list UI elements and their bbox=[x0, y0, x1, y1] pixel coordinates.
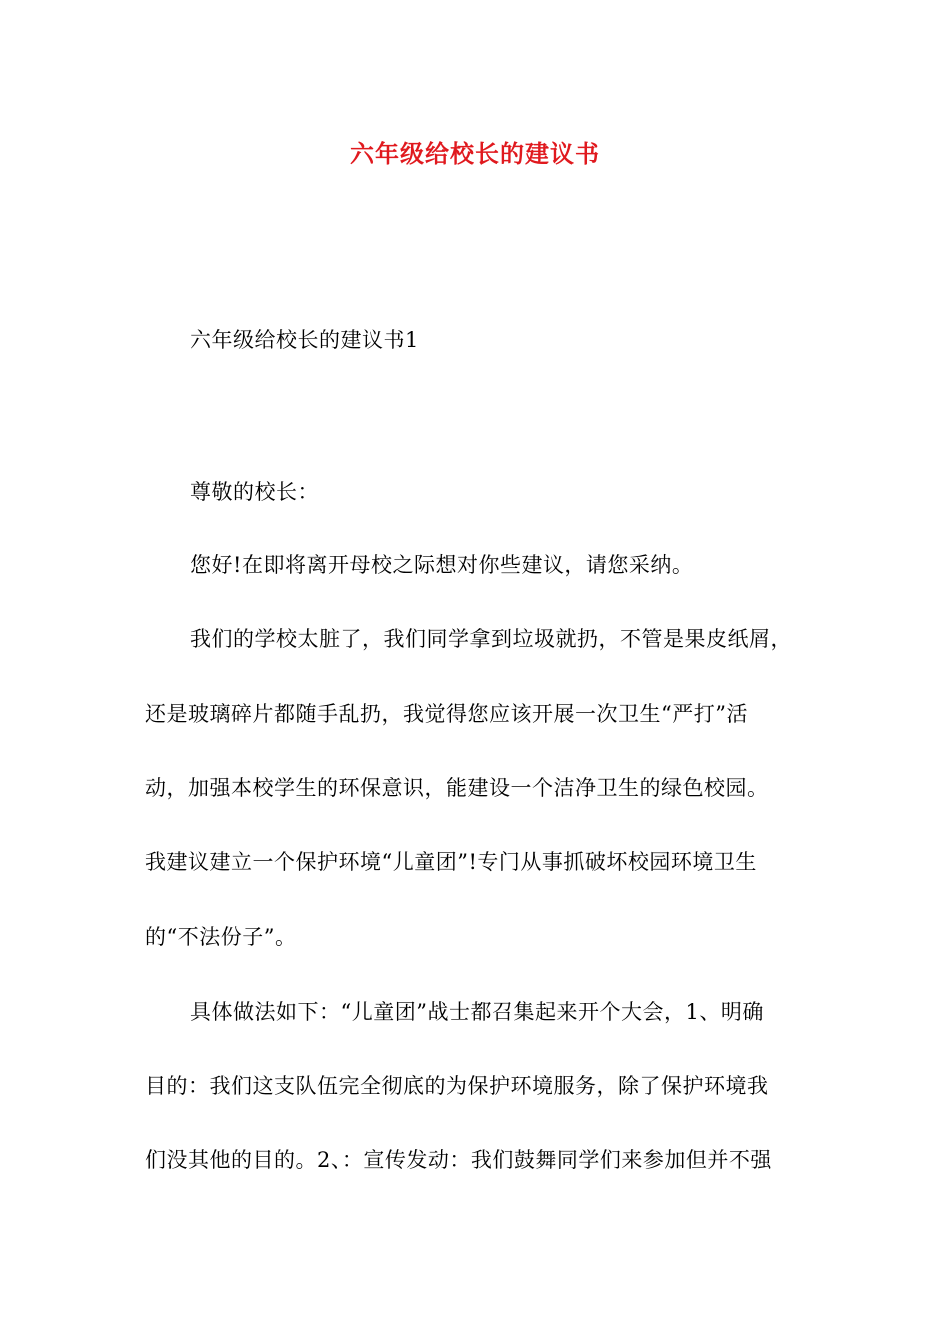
paragraph-line: 您好!在即将离开母校之际想对你些建议，请您采纳。 bbox=[190, 553, 694, 577]
document-title: 六年级给校长的建议书 bbox=[350, 139, 600, 168]
paragraph-line: 的“不法份子”。 bbox=[145, 925, 297, 949]
salutation: 尊敬的校长： bbox=[190, 480, 319, 504]
paragraph-line: 目的：我们这支队伍完全彻底的为保护环境服务，除了保护环境我 bbox=[145, 1074, 769, 1098]
paragraph-line: 们没其他的目的。2、：宣传发动：我们鼓舞同学们来参加但并不强 bbox=[145, 1148, 772, 1172]
paragraph-line: 还是玻璃碎片都随手乱扔，我觉得您应该开展一次卫生“严打”活 bbox=[145, 702, 748, 726]
paragraph-line: 具体做法如下：“儿童团”战士都召集起来开个大会，1、明确 bbox=[190, 1000, 764, 1024]
section-heading: 六年级给校长的建议书1 bbox=[190, 328, 419, 352]
paragraph-line: 动，加强本校学生的环保意识，能建设一个洁净卫生的绿色校园。 bbox=[145, 776, 769, 800]
paragraph-line: 我建议建立一个保护环境“儿童团”!专门从事抓破坏校园环境卫生 bbox=[145, 850, 757, 874]
paragraph-line: 我们的学校太脏了，我们同学拿到垃圾就扔，不管是果皮纸屑， bbox=[190, 627, 792, 651]
